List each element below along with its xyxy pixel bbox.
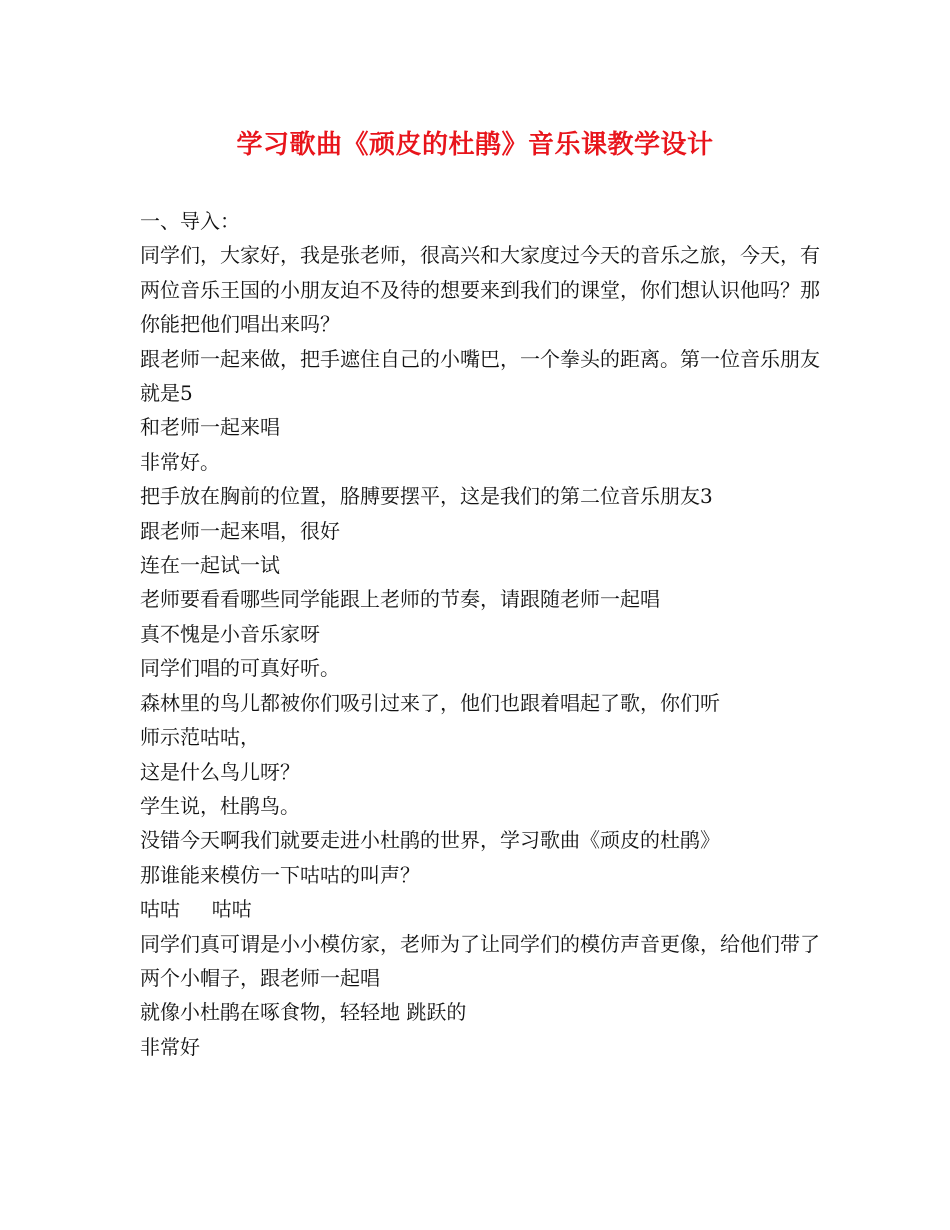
paragraph: 学生说，杜鹃鸟。 xyxy=(140,793,300,818)
document-body xyxy=(140,204,820,1064)
paragraph: 真不愧是小音乐家呀 xyxy=(140,621,320,646)
paragraph: 跟老师一起来唱，很好 xyxy=(140,518,340,543)
paragraph: 森林里的鸟儿都被你们吸引过来了，他们也跟着唱起了歌，你们听 xyxy=(140,690,720,715)
paragraph: 非常好 xyxy=(140,1034,200,1059)
paragraph: 那谁能来模仿一下咕咕的叫声？ xyxy=(140,862,420,887)
paragraph: 就像小杜鹃在啄食物，轻轻地 跳跃的 xyxy=(140,1000,467,1025)
paragraph-intro-heading: 一、导入： xyxy=(140,209,240,233)
document-title: 学习歌曲《顽皮的杜鹃》音乐课教学设计 xyxy=(236,130,714,160)
paragraph: 师示范咕咕， xyxy=(140,725,260,750)
paragraph: 同学们，大家好，我是张老师，很高兴和大家度过今天的音乐之旅，今天，有两位音乐王国的小朋友迫不及待的想要来到我们的课堂，你们想认识他吗？那你能把他们唱出来吗？ xyxy=(140,243,820,337)
paragraph: 把手放在胸前的位置，胳膊要摆平，这是我们的第二位音乐朋友3 xyxy=(140,484,713,509)
paragraph: 和老师一起来唱 xyxy=(140,415,280,440)
paragraph: 连在一起试一试 xyxy=(140,553,280,578)
paragraph: 跟老师一起来做，把手遮住自己的小嘴巴，一个拳头的距离。第一位音乐朋友就是5 xyxy=(140,346,820,406)
paragraph: 咕咕 咕咕 xyxy=(140,897,252,922)
paragraph: 这是什么鸟儿呀？ xyxy=(140,759,300,784)
paragraph: 非常好。 xyxy=(140,449,220,474)
paragraph: 同学们唱的可真好听。 xyxy=(140,656,340,681)
paragraph: 同学们真可谓是小小模仿家，老师为了让同学们的模仿声音更像，给他们带了两个小帽子，跟老师一起唱 xyxy=(140,931,820,990)
paragraph: 没错今天啊我们就要走进小杜鹃的世界，学习歌曲《顽皮的杜鹃》 xyxy=(140,828,720,853)
paragraph: 老师要看看哪些同学能跟上老师的节奏，请跟随老师一起唱 xyxy=(140,587,660,612)
